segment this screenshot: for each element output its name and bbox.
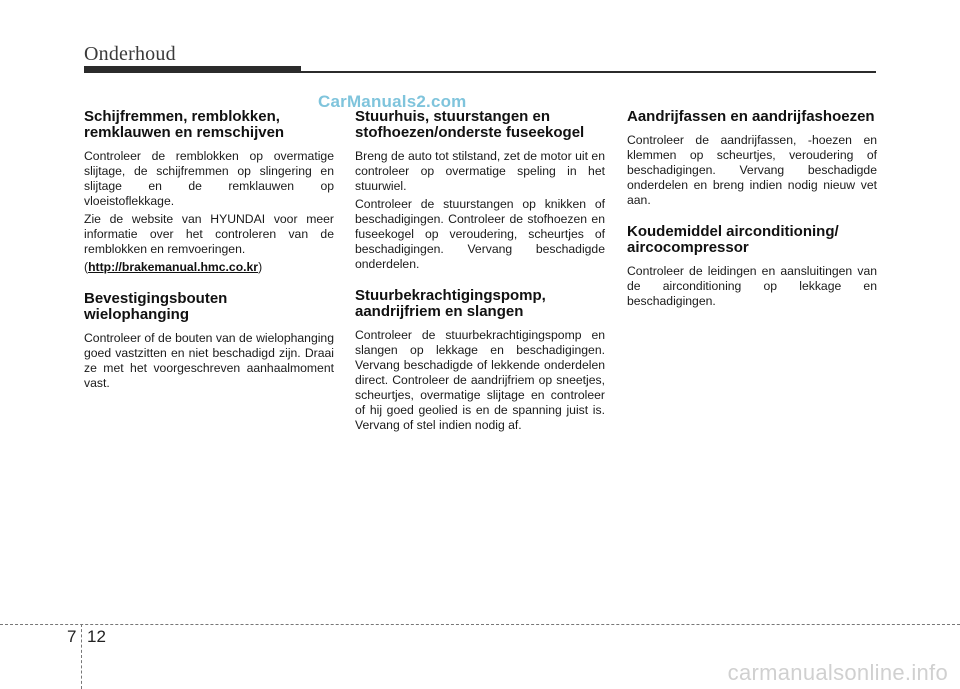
section-paragraph: Controleer de aandrijfassen, -hoezen en klemmen op scheurtjes, veroudering of beschadigingen. Vervang beschadigde onderdelen en breng indien nodig nieuw vet aan. [627, 133, 877, 207]
brake-manual-link[interactable]: http://brakemanual.hmc.co.kr [88, 260, 259, 274]
section-title-brakes: Schijfremmen, remblokken, remklauwen en remschijven [84, 108, 285, 141]
link-paragraph [84, 260, 334, 275]
column-3 [627, 109, 877, 312]
chapter-number: 7 [67, 627, 77, 646]
link-paren-open: ( [84, 260, 89, 274]
section-title-drive-shafts: Aandrijfassen en aandrijfashoezen [627, 108, 875, 125]
section-title-power-steering: Stuurbekrachtigingspomp, aandrijfriem en slangen [355, 287, 546, 320]
column-1 [84, 109, 334, 394]
footer-dashed-line [0, 624, 960, 625]
section-paragraph: Breng de auto tot stilstand, zet de motor uit en controleer op overmatige speling in het stuurwiel. [355, 149, 605, 193]
section-paragraph: Controleer de stuurstangen op knikken of beschadigingen. Controleer de stofhoezen en fuseekogel op veroudering, scheurtjes of beschadigingen. Vervang beschadigde onderdelen. [355, 197, 605, 271]
watermark-carmanualsonline[interactable]: carmanualsonline.info [727, 660, 948, 685]
section-title-air-conditioning: Koudemiddel airconditioning/ aircocompressor [627, 223, 839, 256]
header-bar-thick [84, 66, 301, 73]
link-paren-close: ) [258, 260, 263, 274]
header-bar-thin [301, 71, 876, 73]
section-paragraph: Controleer de leidingen en aansluitingen van de airconditioning op lekkage en beschadigingen. [627, 264, 877, 308]
column-2 [355, 109, 605, 436]
section-title-suspension-bolts: Bevestigingsbouten wielophanging [84, 290, 228, 323]
watermark-carmanuals2[interactable]: CarManuals2.com [318, 92, 467, 111]
section-title-steering: Stuurhuis, stuurstangen en stofhoezen/onderste fuseekogel [355, 108, 585, 141]
page-header-title: Onderhoud [84, 43, 176, 65]
section-paragraph: Controleer de remblokken op overmatige slijtage, de schijfremmen op slingering en slijtage en de remklauwen op vloeistoflekkage. [84, 149, 334, 208]
section-paragraph: Controleer de stuurbekrachtigingspomp en slangen op lekkage en beschadigingen. Vervang beschadigde of lekkende onderdelen direct. Controleer de aandrijfriem op sneetjes, scheurtjes, overmatige slijtage en controleer of hij goed geolied is en de spanning juist is. Vervang of stel indien nodig af. [355, 328, 605, 432]
section-paragraph: Zie de website van HYUNDAI voor meer informatie over het controleren van de remblokken en remvoeringen. [84, 212, 334, 256]
section-paragraph: Controleer of de bouten van de wielophanging goed vastzitten en niet beschadigd zijn. Draai ze met het voorgeschreven aanhaalmoment vast. [84, 331, 334, 390]
page-number: 12 [87, 627, 106, 646]
footer-vertical-divider [81, 624, 82, 689]
